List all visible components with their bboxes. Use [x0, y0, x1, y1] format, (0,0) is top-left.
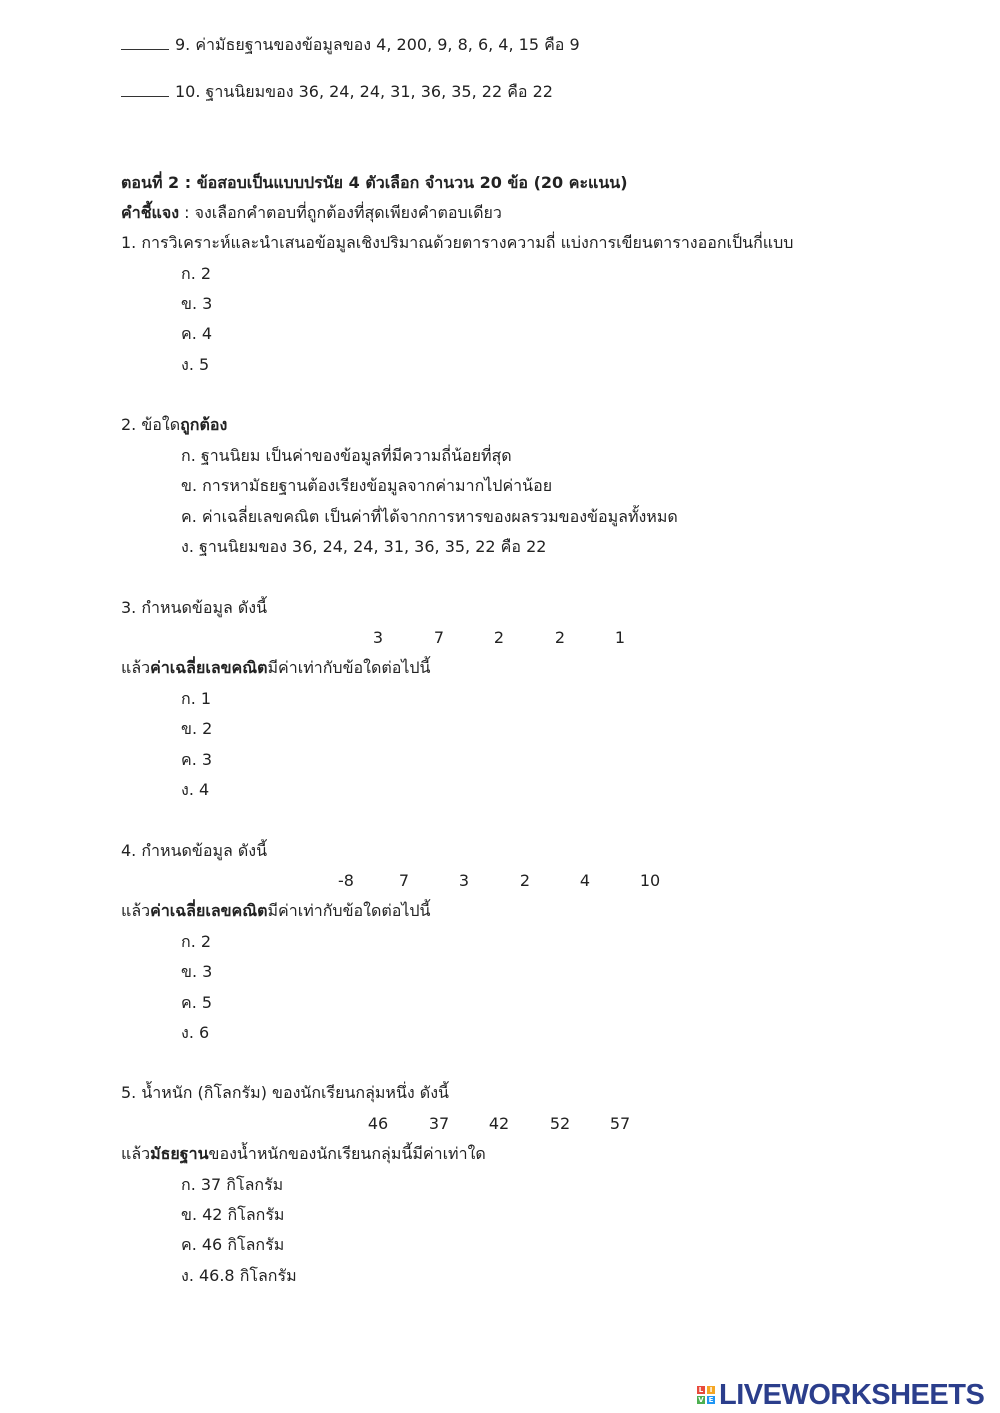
q4-option-d[interactable]: ง. 6 — [181, 1023, 210, 1042]
q4-data-value: 2 — [519, 871, 531, 890]
part1-question-9 — [121, 34, 580, 56]
logo-letter: I — [707, 1386, 715, 1394]
follow-prefix: แล้ว — [121, 1144, 151, 1163]
answer-blank[interactable] — [121, 37, 169, 50]
liveworksheets-logo — [697, 1380, 984, 1410]
logo-letter: E — [708, 1396, 714, 1404]
q1-option-d[interactable]: ง. 5 — [181, 355, 210, 374]
q4-data-value: 10 — [639, 871, 661, 890]
question-text: 9. ค่ามัธยฐานของข้อมูลของ 4, 200, 9, 8, 6, 4, 15 คือ 9 — [175, 35, 580, 54]
q3-option-b[interactable]: ข. 2 — [181, 719, 213, 738]
follow-suffix: มีค่าเท่ากับข้อใดต่อไปนี้ — [267, 901, 431, 920]
q4-option-b[interactable]: ข. 3 — [181, 962, 213, 981]
q5-data-value: 52 — [549, 1114, 571, 1133]
q5-data-value: 57 — [609, 1114, 631, 1133]
q5-option-a[interactable]: ก. 37 กิโลกรัม — [181, 1175, 284, 1194]
q5-option-b[interactable]: ข. 42 กิโลกรัม — [181, 1205, 285, 1224]
part2-instruction — [121, 202, 502, 224]
q1-option-b[interactable]: ข. 3 — [181, 294, 213, 313]
q3-option-a[interactable]: ก. 1 — [181, 689, 212, 708]
q5-data-value: 46 — [367, 1114, 389, 1133]
q3-data-value: 3 — [372, 628, 384, 647]
instruction-text: : จงเลือกคำตอบที่ถูกต้องที่สุดเพียงคำตอบเดียว — [179, 203, 502, 222]
q3-option-c[interactable]: ค. 3 — [181, 750, 213, 769]
follow-bold: ค่าเฉลี่ยเลขคณิต — [150, 901, 268, 920]
q3-data-value: 2 — [554, 628, 566, 647]
q5-follow — [121, 1143, 486, 1165]
follow-prefix: แล้ว — [121, 901, 151, 920]
q5-option-d[interactable]: ง. 46.8 กิโลกรัม — [181, 1266, 297, 1285]
question-text: 10. ฐานนิยมของ 36, 24, 24, 31, 36, 35, 22 คือ 22 — [175, 82, 553, 101]
q4-follow — [121, 900, 430, 922]
part2-title: ตอนที่ 2 : ข้อสอบเป็นแบบปรนัย 4 ตัวเลือก จำนวน 20 ข้อ (20 คะแนน) — [121, 173, 628, 192]
q2-option-a[interactable]: ก. ฐานนิยม เป็นค่าของข้อมูลที่มีความถี่น้อยที่สุด — [181, 446, 512, 465]
q2-option-c[interactable]: ค. ค่าเฉลี่ยเลขคณิต เป็นค่าที่ได้จากการหารของผลรวมของข้อมูลทั้งหมด — [181, 507, 678, 526]
q3-stem: 3. กำหนดข้อมูล ดังนี้ — [121, 598, 268, 617]
instruction-label: คำชี้แจง — [121, 203, 180, 222]
follow-suffix: ของน้ำหนักของนักเรียนกลุ่มนี้มีค่าเท่าใด — [208, 1144, 486, 1163]
q3-data-value: 2 — [493, 628, 505, 647]
q4-data-value: -8 — [338, 871, 354, 890]
logo-mark-icon — [697, 1386, 715, 1404]
follow-bold: มัธยฐาน — [150, 1144, 209, 1163]
q2-option-d[interactable]: ง. ฐานนิยมของ 36, 24, 24, 31, 36, 35, 22 คือ 22 — [181, 537, 547, 556]
logo-letter: V — [698, 1396, 704, 1404]
follow-prefix: แล้ว — [121, 658, 151, 677]
q4-option-a[interactable]: ก. 2 — [181, 932, 212, 951]
q1-option-a[interactable]: ก. 2 — [181, 264, 212, 283]
q1-stem: 1. การวิเคราะห์และนำเสนอข้อมูลเชิงปริมาณด้วยตารางความถี่ แบ่งการเขียนตารางออกเป็นกี่แบบ — [121, 233, 794, 252]
q3-data-value: 1 — [614, 628, 626, 647]
stem-prefix: 2. ข้อใด — [121, 415, 181, 434]
logo-text: LIVEWORKSHEETS — [719, 1378, 985, 1411]
follow-suffix: มีค่าเท่ากับข้อใดต่อไปนี้ — [267, 658, 431, 677]
stem-bold: ถูกต้อง — [180, 415, 228, 434]
q3-option-d[interactable]: ง. 4 — [181, 780, 210, 799]
part1-question-10 — [121, 81, 553, 103]
follow-bold: ค่าเฉลี่ยเลขคณิต — [150, 658, 268, 677]
q5-data-value: 37 — [428, 1114, 450, 1133]
q4-data-value: 7 — [398, 871, 410, 890]
q2-stem — [121, 414, 227, 436]
answer-blank[interactable] — [121, 84, 169, 97]
q2-option-b[interactable]: ข. การหามัธยฐานต้องเรียงข้อมูลจากค่ามากไปค่าน้อย — [181, 476, 553, 495]
logo-letter: L — [698, 1386, 704, 1394]
q4-data-value: 4 — [579, 871, 591, 890]
q4-option-c[interactable]: ค. 5 — [181, 993, 213, 1012]
q5-stem: 5. น้ำหนัก (กิโลกรัม) ของนักเรียนกลุ่มหนึ่ง ดังนี้ — [121, 1083, 449, 1102]
q3-data-value: 7 — [433, 628, 445, 647]
q1-option-c[interactable]: ค. 4 — [181, 324, 213, 343]
q4-stem: 4. กำหนดข้อมูล ดังนี้ — [121, 841, 268, 860]
q5-data-value: 42 — [488, 1114, 510, 1133]
q4-data-value: 3 — [458, 871, 470, 890]
q5-option-c[interactable]: ค. 46 กิโลกรัม — [181, 1235, 285, 1254]
q3-follow — [121, 657, 430, 679]
